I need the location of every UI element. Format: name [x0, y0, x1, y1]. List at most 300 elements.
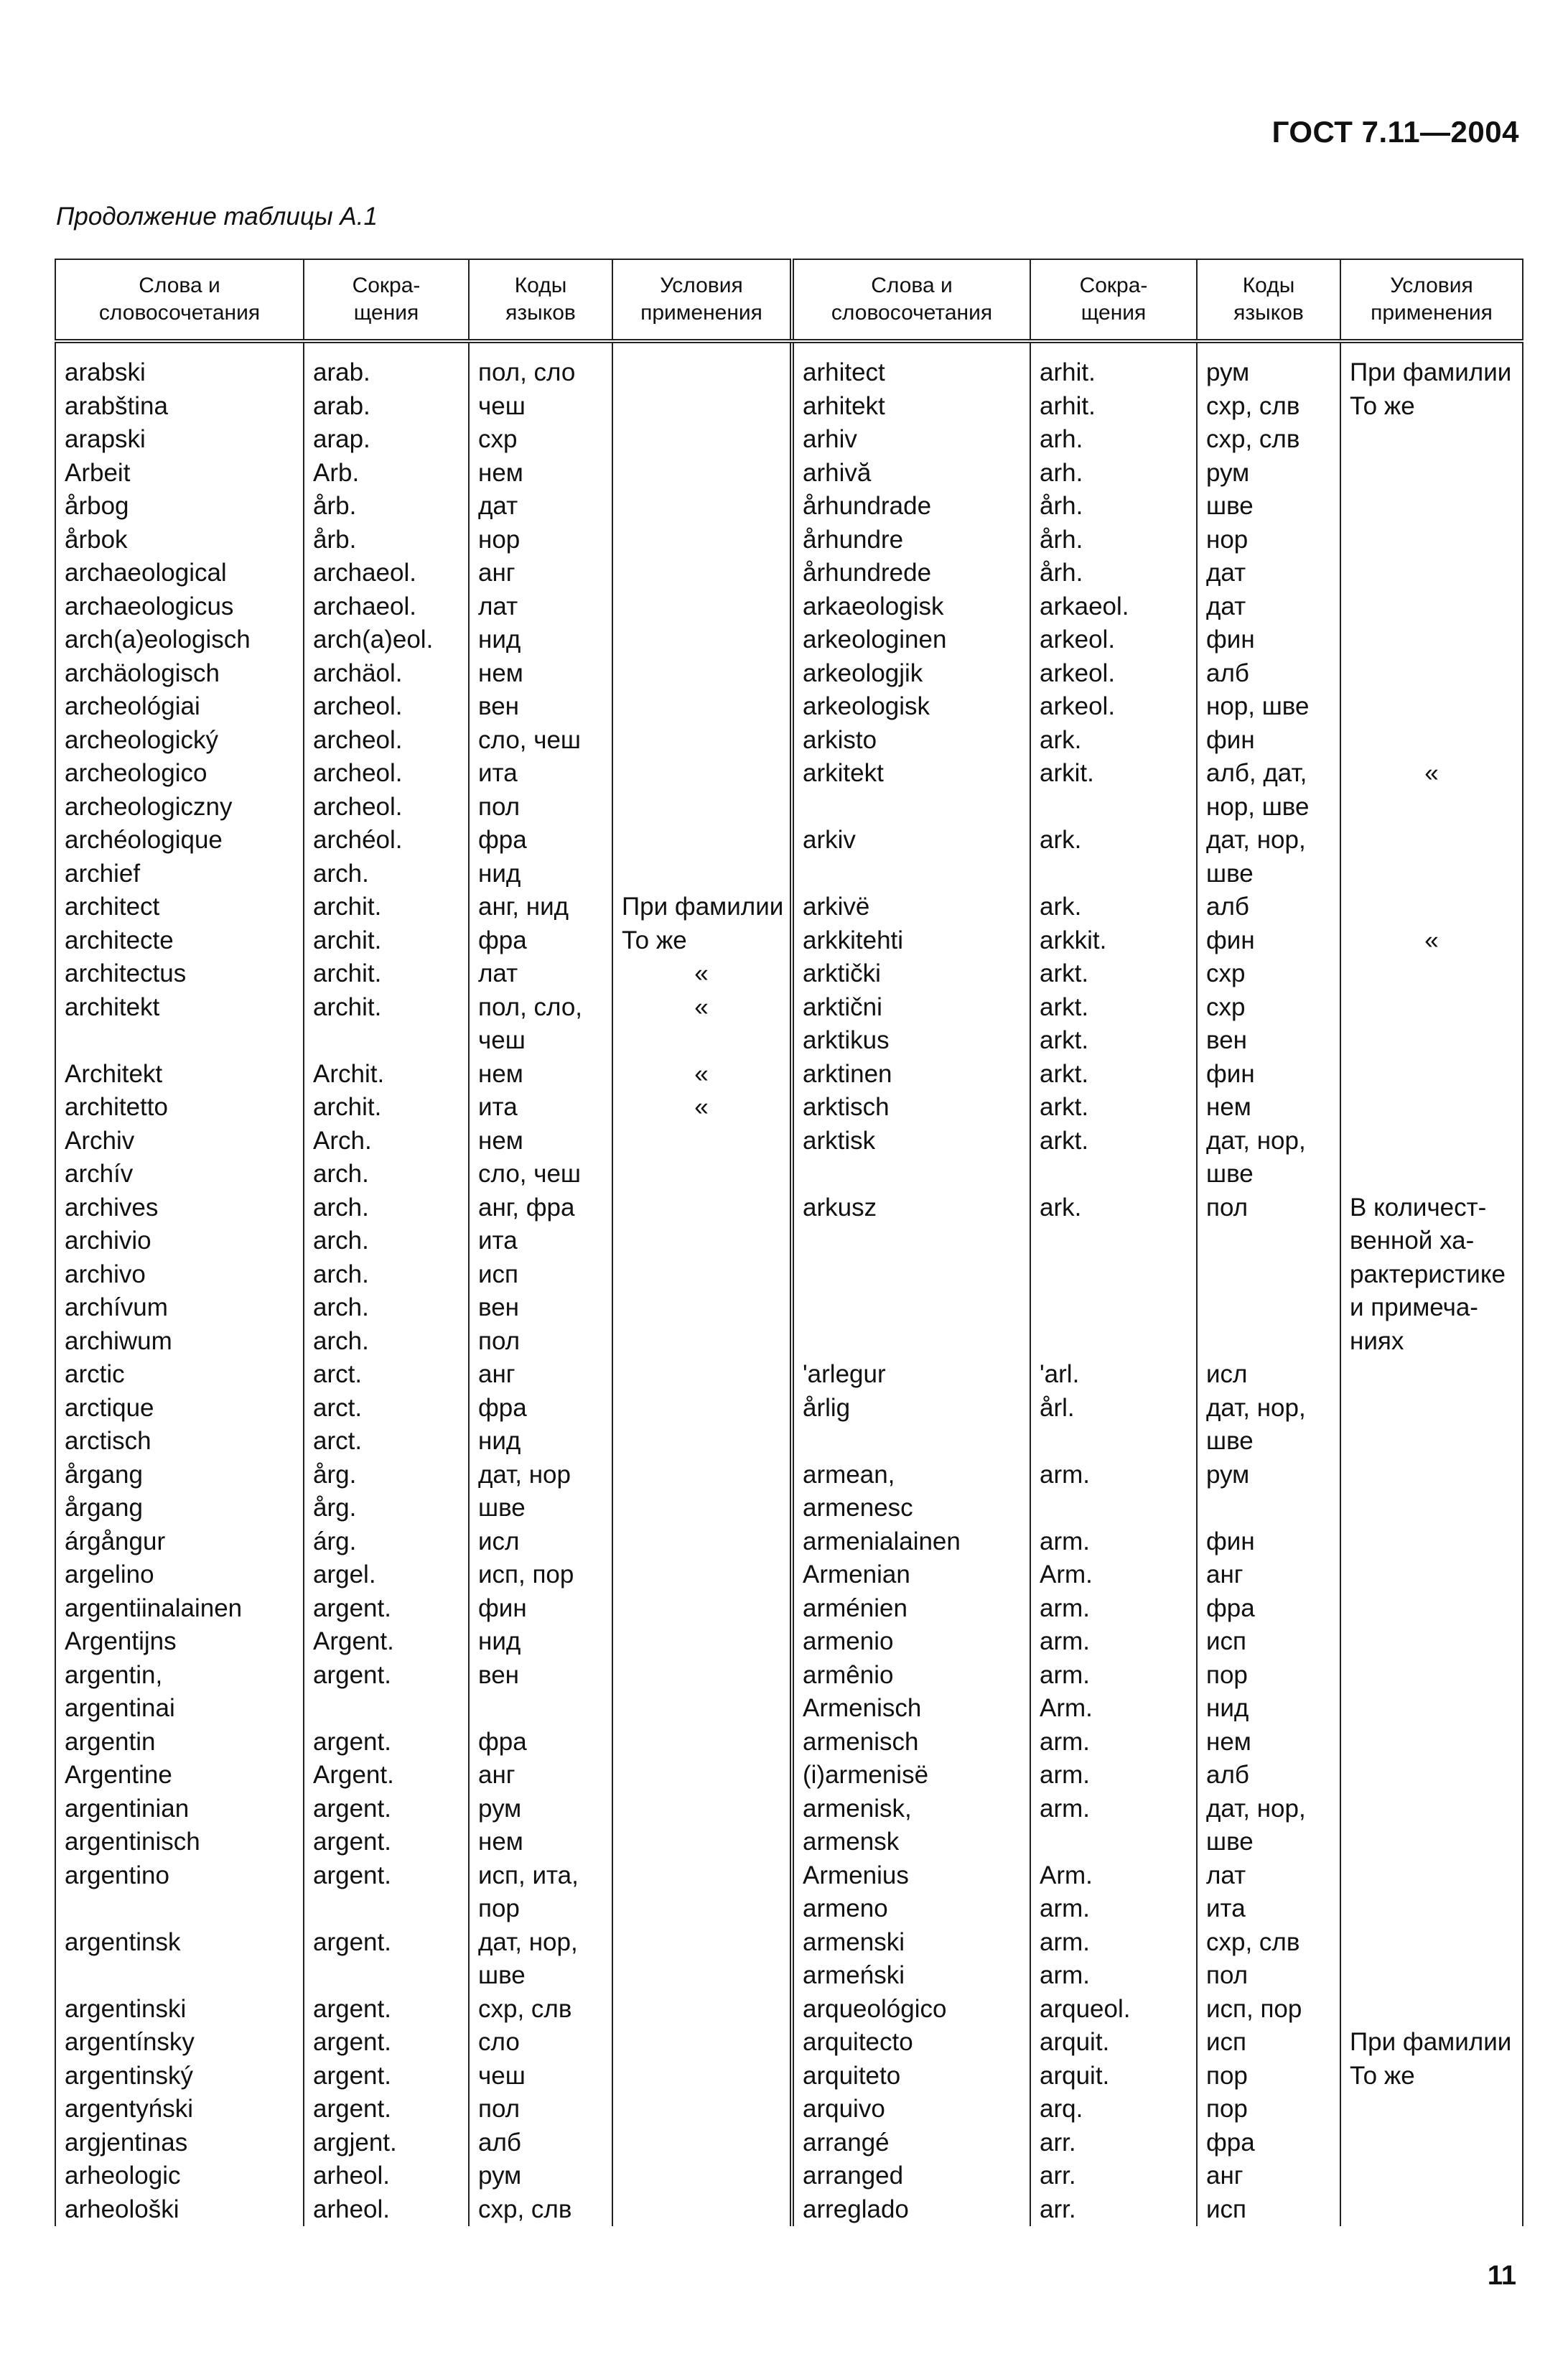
- cell-words: arquitecto: [792, 2026, 1030, 2060]
- cell-usage-conditions: [1340, 423, 1523, 457]
- column-header-line: словосочетания: [831, 301, 993, 325]
- cell-language-codes: рум: [469, 1792, 612, 1826]
- cell-language-codes: дат, нор,: [1197, 1392, 1340, 1425]
- table-row: [55, 590, 1523, 624]
- table-row: [55, 1325, 1523, 1359]
- table-row: [55, 1993, 1523, 2027]
- table-row: [55, 1158, 1523, 1191]
- cell-words: argentinai: [55, 1692, 304, 1726]
- cell-words: [792, 857, 1030, 891]
- cell-words: arménien: [792, 1592, 1030, 1626]
- cell-words: arctique: [55, 1392, 304, 1425]
- cell-abbreviation: archeol.: [304, 690, 469, 724]
- table-row: [55, 2026, 1523, 2060]
- cell-usage-conditions: и примеча-: [1340, 1291, 1523, 1325]
- cell-abbreviation: archaeol.: [304, 557, 469, 590]
- cell-language-codes: пол: [469, 1325, 612, 1359]
- cell-abbreviation: Argent.: [304, 1759, 469, 1792]
- column-header-line: Коды: [514, 274, 567, 297]
- cell-language-codes: схр, слв: [469, 2193, 612, 2227]
- cell-usage-conditions: [612, 341, 792, 390]
- column-header-language-codes: [1197, 259, 1340, 341]
- cell-abbreviation: arch.: [304, 857, 469, 891]
- column-header-words: [55, 259, 304, 341]
- cell-usage-conditions: [612, 423, 792, 457]
- cell-words: (i)armenisë: [792, 1759, 1030, 1792]
- cell-abbreviation: archit.: [304, 957, 469, 991]
- cell-words: arctisch: [55, 1425, 304, 1459]
- cell-abbreviation: archeol.: [304, 791, 469, 824]
- cell-abbreviation: årb.: [304, 490, 469, 524]
- cell-words: arabština: [55, 390, 304, 424]
- cell-abbreviation: argent.: [304, 1592, 469, 1626]
- cell-abbreviation: arkeol.: [1030, 690, 1197, 724]
- cell-abbreviation: arm.: [1030, 1625, 1197, 1659]
- cell-language-codes: дат, нор,: [469, 1926, 612, 1960]
- cell-usage-conditions: [1340, 1759, 1523, 1792]
- cell-abbreviation: arm.: [1030, 1759, 1197, 1792]
- cell-usage-conditions: [612, 1993, 792, 2027]
- cell-words: armenisk,: [792, 1792, 1030, 1826]
- abbreviations-table: [55, 259, 1523, 2226]
- cell-words: argentinian: [55, 1792, 304, 1826]
- cell-usage-conditions: [612, 2193, 792, 2227]
- cell-usage-conditions: [1340, 524, 1523, 557]
- table-row: [55, 2159, 1523, 2193]
- cell-words: arkeologjik: [792, 657, 1030, 691]
- cell-usage-conditions: [612, 1792, 792, 1826]
- cell-usage-conditions: [1340, 1058, 1523, 1092]
- cell-usage-conditions: [1340, 1926, 1523, 1960]
- cell-usage-conditions: [1340, 1091, 1523, 1125]
- cell-usage-conditions: [1340, 1792, 1523, 1826]
- cell-usage-conditions: [612, 2060, 792, 2093]
- cell-language-codes: рум: [1197, 457, 1340, 490]
- cell-words: archivo: [55, 1258, 304, 1292]
- cell-abbreviation: arh.: [1030, 457, 1197, 490]
- cell-usage-conditions: [1340, 1625, 1523, 1659]
- cell-abbreviation: archit.: [304, 1091, 469, 1125]
- cell-language-codes: нид: [1197, 1692, 1340, 1726]
- cell-usage-conditions: [612, 1692, 792, 1726]
- cell-language-codes: пол, сло,: [469, 991, 612, 1025]
- cell-words: archív: [55, 1158, 304, 1191]
- cell-usage-conditions: [612, 1191, 792, 1225]
- column-header-abbreviation: [1030, 259, 1197, 341]
- cell-words: årlig: [792, 1392, 1030, 1425]
- cell-usage-conditions: [612, 1291, 792, 1325]
- cell-abbreviation: ark.: [1030, 724, 1197, 758]
- column-header-line: щения: [353, 301, 419, 325]
- cell-words: arkisto: [792, 724, 1030, 758]
- cell-usage-conditions: В количест-: [1340, 1191, 1523, 1225]
- cell-language-codes: пол: [1197, 1191, 1340, 1225]
- cell-abbreviation: arab.: [304, 341, 469, 390]
- cell-abbreviation: årh.: [1030, 524, 1197, 557]
- cell-words: armenski: [792, 1926, 1030, 1960]
- cell-language-codes: нор, шве: [1197, 791, 1340, 824]
- cell-abbreviation: arr.: [1030, 2159, 1197, 2193]
- cell-abbreviation: arm.: [1030, 1459, 1197, 1492]
- cell-abbreviation: arq.: [1030, 2093, 1197, 2126]
- cell-abbreviation: arkt.: [1030, 957, 1197, 991]
- cell-usage-conditions: «: [612, 1091, 792, 1125]
- cell-words: architect: [55, 890, 304, 924]
- cell-usage-conditions: [612, 1558, 792, 1592]
- cell-abbreviation: årl.: [1030, 1392, 1197, 1425]
- cell-language-codes: алб: [1197, 890, 1340, 924]
- table-row: [55, 1825, 1523, 1859]
- cell-usage-conditions: [612, 1425, 792, 1459]
- cell-usage-conditions: [1340, 1692, 1523, 1726]
- cell-usage-conditions: [1340, 2193, 1523, 2227]
- cell-words: Armenian: [792, 1558, 1030, 1592]
- table-row: [55, 991, 1523, 1025]
- cell-usage-conditions: При фамилии: [1340, 341, 1523, 390]
- cell-usage-conditions: [1340, 1592, 1523, 1626]
- cell-words: [792, 1425, 1030, 1459]
- cell-language-codes: анг: [469, 1759, 612, 1792]
- cell-abbreviation: arap.: [304, 423, 469, 457]
- cell-abbreviation: årh.: [1030, 557, 1197, 590]
- cell-language-codes: алб: [469, 2126, 612, 2160]
- cell-language-codes: чеш: [469, 2060, 612, 2093]
- cell-words: argentinský: [55, 2060, 304, 2093]
- cell-abbreviation: arkit.: [1030, 757, 1197, 791]
- cell-language-codes: фин: [1197, 1525, 1340, 1559]
- cell-abbreviation: arhit.: [1030, 341, 1197, 390]
- cell-language-codes: [1197, 1224, 1340, 1258]
- cell-usage-conditions: [1340, 890, 1523, 924]
- cell-language-codes: алб: [1197, 1759, 1340, 1792]
- cell-words: arquiteto: [792, 2060, 1030, 2093]
- cell-usage-conditions: [1340, 824, 1523, 857]
- cell-abbreviation: årg.: [304, 1492, 469, 1525]
- cell-abbreviation: [1030, 1291, 1197, 1325]
- cell-abbreviation: ark.: [1030, 1191, 1197, 1225]
- cell-abbreviation: [1030, 1258, 1197, 1292]
- table-row: [55, 623, 1523, 657]
- cell-words: arktisk: [792, 1125, 1030, 1158]
- cell-abbreviation: arkeol.: [1030, 657, 1197, 691]
- cell-words: årbok: [55, 524, 304, 557]
- cell-usage-conditions: [1340, 1859, 1523, 1893]
- table-row: [55, 1525, 1523, 1559]
- cell-usage-conditions: [1340, 2159, 1523, 2193]
- cell-abbreviation: archit.: [304, 890, 469, 924]
- cell-usage-conditions: [612, 1258, 792, 1292]
- cell-abbreviation: arr.: [1030, 2193, 1197, 2227]
- cell-usage-conditions: [1340, 957, 1523, 991]
- table-row: [55, 724, 1523, 758]
- cell-usage-conditions: [1340, 857, 1523, 891]
- cell-words: [55, 1892, 304, 1926]
- cell-words: årgang: [55, 1492, 304, 1525]
- cell-usage-conditions: [1340, 590, 1523, 624]
- cell-usage-conditions: [1340, 1825, 1523, 1859]
- cell-words: arch(a)eologisch: [55, 623, 304, 657]
- cell-abbreviation: årh.: [1030, 490, 1197, 524]
- cell-language-codes: исл: [1197, 1358, 1340, 1392]
- cell-language-codes: алб, дат,: [1197, 757, 1340, 791]
- table-row: [55, 1425, 1523, 1459]
- cell-words: argelino: [55, 1558, 304, 1592]
- cell-words: archief: [55, 857, 304, 891]
- cell-words: [792, 1224, 1030, 1258]
- cell-abbreviation: årb.: [304, 524, 469, 557]
- cell-abbreviation: [304, 1024, 469, 1058]
- cell-usage-conditions: [612, 690, 792, 724]
- cell-usage-conditions: [612, 490, 792, 524]
- cell-usage-conditions: [612, 1592, 792, 1626]
- cell-words: arheologic: [55, 2159, 304, 2193]
- table-row: [55, 1459, 1523, 1492]
- cell-language-codes: нем: [469, 457, 612, 490]
- cell-abbreviation: arhit.: [1030, 390, 1197, 424]
- cell-abbreviation: [304, 1959, 469, 1993]
- cell-language-codes: [469, 1692, 612, 1726]
- cell-abbreviation: archéol.: [304, 824, 469, 857]
- cell-language-codes: фин: [1197, 724, 1340, 758]
- cell-words: armenio: [792, 1625, 1030, 1659]
- cell-language-codes: нор: [469, 524, 612, 557]
- cell-abbreviation: arkt.: [1030, 1024, 1197, 1058]
- cell-language-codes: схр: [1197, 991, 1340, 1025]
- cell-usage-conditions: [612, 390, 792, 424]
- column-header-line: словосочетания: [98, 301, 261, 325]
- cell-language-codes: анг, фра: [469, 1191, 612, 1225]
- cell-usage-conditions: [612, 1525, 792, 1559]
- cell-abbreviation: arkaeol.: [1030, 590, 1197, 624]
- cell-language-codes: нид: [469, 623, 612, 657]
- cell-usage-conditions: «: [612, 957, 792, 991]
- cell-language-codes: шве: [1197, 490, 1340, 524]
- cell-words: argentínsky: [55, 2026, 304, 2060]
- cell-words: architekt: [55, 991, 304, 1025]
- cell-usage-conditions: [1340, 991, 1523, 1025]
- cell-usage-conditions: «: [1340, 757, 1523, 791]
- cell-language-codes: фра: [469, 924, 612, 958]
- cell-words: armênio: [792, 1659, 1030, 1693]
- cell-usage-conditions: [1340, 1125, 1523, 1158]
- cell-usage-conditions: «: [612, 991, 792, 1025]
- cell-language-codes: нем: [1197, 1726, 1340, 1759]
- table-row: [55, 824, 1523, 857]
- cell-usage-conditions: [612, 2093, 792, 2126]
- cell-abbreviation: arct.: [304, 1358, 469, 1392]
- cell-usage-conditions: [1340, 557, 1523, 590]
- table-row: [55, 690, 1523, 724]
- cell-language-codes: лат: [469, 590, 612, 624]
- cell-words: arqueológico: [792, 1993, 1030, 2027]
- cell-words: arhitekt: [792, 390, 1030, 424]
- cell-words: árgångur: [55, 1525, 304, 1559]
- cell-language-codes: вен: [469, 690, 612, 724]
- cell-abbreviation: argent.: [304, 1859, 469, 1893]
- cell-abbreviation: Archit.: [304, 1058, 469, 1092]
- cell-language-codes: [1197, 1291, 1340, 1325]
- cell-usage-conditions: ниях: [1340, 1325, 1523, 1359]
- cell-language-codes: исл: [469, 1525, 612, 1559]
- table-row: [55, 1191, 1523, 1225]
- cell-abbreviation: Argent.: [304, 1625, 469, 1659]
- cell-usage-conditions: [1340, 623, 1523, 657]
- cell-abbreviation: argent.: [304, 1659, 469, 1693]
- cell-usage-conditions: [612, 1492, 792, 1525]
- table-row: [55, 1625, 1523, 1659]
- cell-language-codes: вен: [1197, 1024, 1340, 1058]
- cell-usage-conditions: [612, 724, 792, 758]
- cell-language-codes: нем: [469, 1825, 612, 1859]
- cell-words: arquivo: [792, 2093, 1030, 2126]
- cell-language-codes: исп: [469, 1258, 612, 1292]
- cell-words: argentinisch: [55, 1825, 304, 1859]
- cell-words: architectus: [55, 957, 304, 991]
- cell-abbreviation: arqueol.: [1030, 1993, 1197, 2027]
- cell-language-codes: нид: [469, 857, 612, 891]
- cell-language-codes: пор: [1197, 2093, 1340, 2126]
- cell-words: archaeological: [55, 557, 304, 590]
- column-header-line: применения: [640, 301, 762, 325]
- cell-words: arkkitehti: [792, 924, 1030, 958]
- cell-words: archeologiczny: [55, 791, 304, 824]
- cell-abbreviation: arkkit.: [1030, 924, 1197, 958]
- cell-language-codes: нем: [1197, 1091, 1340, 1125]
- cell-language-codes: фин: [1197, 623, 1340, 657]
- table-row: [55, 890, 1523, 924]
- cell-words: arhivă: [792, 457, 1030, 490]
- cell-usage-conditions: То же: [1340, 390, 1523, 424]
- cell-language-codes: исп, пор: [1197, 1993, 1340, 2027]
- cell-words: arhiv: [792, 423, 1030, 457]
- cell-abbreviation: ark.: [1030, 824, 1197, 857]
- cell-language-codes: алб: [1197, 657, 1340, 691]
- cell-words: Archiv: [55, 1125, 304, 1158]
- cell-words: årgang: [55, 1459, 304, 1492]
- page-number: 11: [1487, 2261, 1516, 2291]
- cell-abbreviation: arkt.: [1030, 991, 1197, 1025]
- column-header-line: Слова и: [871, 274, 953, 297]
- cell-abbreviation: arm.: [1030, 1592, 1197, 1626]
- cell-abbreviation: arm.: [1030, 1525, 1197, 1559]
- cell-language-codes: сло: [469, 2026, 612, 2060]
- cell-usage-conditions: [612, 1926, 792, 1960]
- cell-language-codes: дат: [469, 490, 612, 524]
- cell-language-codes: исп, пор: [469, 1558, 612, 1592]
- cell-words: argentiinalainen: [55, 1592, 304, 1626]
- cell-usage-conditions: [1340, 657, 1523, 691]
- cell-usage-conditions: [612, 2159, 792, 2193]
- table-row: [55, 423, 1523, 457]
- table-row: [55, 2193, 1523, 2227]
- cell-language-codes: схр, слв: [1197, 390, 1340, 424]
- table-row: [55, 2093, 1523, 2126]
- table-row: [55, 1224, 1523, 1258]
- table-row: [55, 791, 1523, 824]
- cell-language-codes: исп: [1197, 1625, 1340, 1659]
- cell-abbreviation: [1030, 1492, 1197, 1525]
- cell-language-codes: [1197, 1258, 1340, 1292]
- cell-usage-conditions: [1340, 1024, 1523, 1058]
- cell-abbreviation: arheol.: [304, 2193, 469, 2227]
- cell-abbreviation: arab.: [304, 390, 469, 424]
- table-row: [55, 1058, 1523, 1092]
- table-row: [55, 924, 1523, 958]
- cell-words: arheološki: [55, 2193, 304, 2227]
- cell-usage-conditions: [612, 824, 792, 857]
- cell-abbreviation: arkt.: [1030, 1125, 1197, 1158]
- table-row: [55, 524, 1523, 557]
- cell-abbreviation: Arm.: [1030, 1859, 1197, 1893]
- cell-words: Argentine: [55, 1759, 304, 1792]
- table-row: [55, 1692, 1523, 1726]
- cell-language-codes: чеш: [469, 390, 612, 424]
- cell-usage-conditions: [1340, 1492, 1523, 1525]
- cell-language-codes: схр: [1197, 957, 1340, 991]
- table-row: [55, 1859, 1523, 1893]
- cell-abbreviation: [1030, 857, 1197, 891]
- cell-words: Armenisch: [792, 1692, 1030, 1726]
- table-row: [55, 1291, 1523, 1325]
- cell-usage-conditions: [612, 2026, 792, 2060]
- cell-words: arktički: [792, 957, 1030, 991]
- cell-words: archiwum: [55, 1325, 304, 1359]
- table-header-row: [55, 259, 1523, 341]
- cell-abbreviation: archäol.: [304, 657, 469, 691]
- cell-usage-conditions: [1340, 2093, 1523, 2126]
- cell-usage-conditions: [612, 1358, 792, 1392]
- cell-abbreviation: arm.: [1030, 1959, 1197, 1993]
- cell-usage-conditions: [612, 1726, 792, 1759]
- cell-usage-conditions: [612, 791, 792, 824]
- cell-abbreviation: argent.: [304, 1726, 469, 1759]
- column-header-line: щения: [1081, 301, 1147, 325]
- cell-abbreviation: arch.: [304, 1291, 469, 1325]
- cell-words: archéologique: [55, 824, 304, 857]
- cell-language-codes: анг: [1197, 1558, 1340, 1592]
- cell-language-codes: схр, слв: [1197, 1926, 1340, 1960]
- cell-language-codes: нор: [1197, 524, 1340, 557]
- cell-usage-conditions: [612, 1024, 792, 1058]
- cell-language-codes: дат, нор: [469, 1459, 612, 1492]
- table-row: [55, 1258, 1523, 1292]
- cell-abbreviation: [1030, 791, 1197, 824]
- cell-language-codes: вен: [469, 1659, 612, 1693]
- cell-language-codes: шве: [469, 1959, 612, 1993]
- cell-words: argentin,: [55, 1659, 304, 1693]
- cell-language-codes: ита: [469, 757, 612, 791]
- column-header-line: Условия: [660, 274, 743, 297]
- cell-language-codes: чеш: [469, 1024, 612, 1058]
- cell-abbreviation: archit.: [304, 924, 469, 958]
- cell-abbreviation: arquit.: [1030, 2026, 1197, 2060]
- cell-language-codes: схр, слв: [469, 1993, 612, 2027]
- cell-language-codes: анг: [469, 557, 612, 590]
- table-row: [55, 341, 1523, 390]
- cell-abbreviation: argjent.: [304, 2126, 469, 2160]
- cell-words: archaeologicus: [55, 590, 304, 624]
- cell-usage-conditions: [1340, 1993, 1523, 2027]
- table-row: [55, 657, 1523, 691]
- cell-language-codes: дат: [1197, 590, 1340, 624]
- cell-abbreviation: Arm.: [1030, 1558, 1197, 1592]
- cell-abbreviation: arct.: [304, 1425, 469, 1459]
- cell-words: arkivë: [792, 890, 1030, 924]
- table-row: [55, 1558, 1523, 1592]
- cell-words: armenialainen: [792, 1525, 1030, 1559]
- cell-language-codes: исп: [1197, 2193, 1340, 2227]
- cell-words: [792, 791, 1030, 824]
